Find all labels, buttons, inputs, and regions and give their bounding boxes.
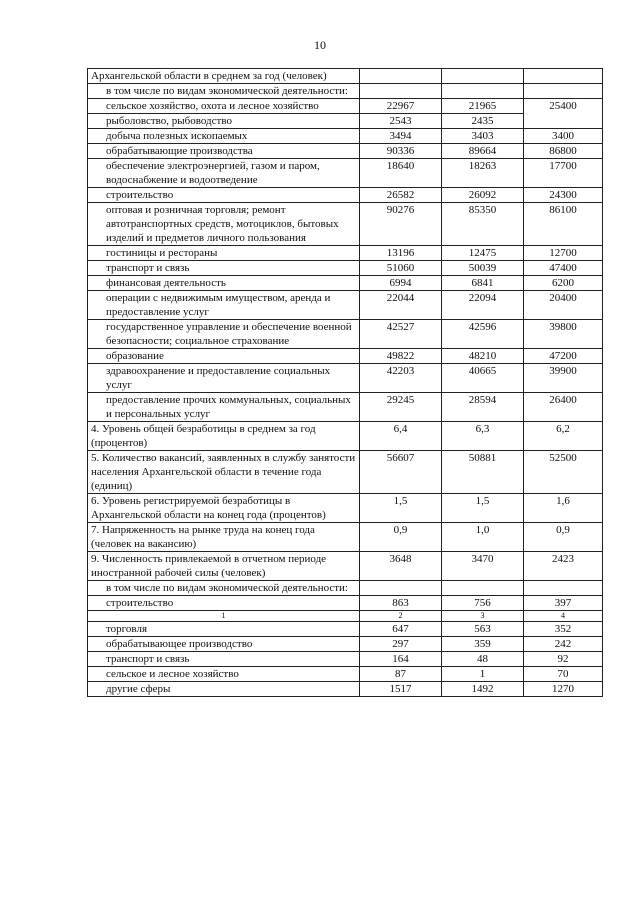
table-row <box>88 596 603 611</box>
cell-value: 24300 <box>524 188 603 203</box>
table-row <box>88 246 603 261</box>
cell-value: 52500 <box>524 451 603 494</box>
row-label: строительство <box>88 596 360 611</box>
row-label: гостиницы и рестораны <box>88 246 360 261</box>
row-label: 9. Численность привлекаемой в отчетном периоде иностранной рабочей силы (человек) <box>88 552 360 581</box>
row-label: обрабатывающее производство <box>88 637 360 652</box>
table-row <box>88 276 603 291</box>
cell-value: 12700 <box>524 246 603 261</box>
cell-value: 22967 <box>360 99 442 114</box>
cell-value: 242 <box>524 637 603 652</box>
cell-value: 22044 <box>360 291 442 320</box>
table-row <box>88 422 603 451</box>
table-row <box>88 69 603 84</box>
cell-value: 1,5 <box>360 494 442 523</box>
cell-value: 756 <box>442 596 524 611</box>
cell-value: 26400 <box>524 393 603 422</box>
cell-value: 0,9 <box>360 523 442 552</box>
cell-value: 3470 <box>442 552 524 581</box>
cell-value: 6994 <box>360 276 442 291</box>
row-label: здравоохранение и предоставление социальных услуг <box>88 364 360 393</box>
table-row <box>88 261 603 276</box>
cell-value <box>524 69 603 84</box>
table-row <box>88 637 603 652</box>
cell-value: 47200 <box>524 349 603 364</box>
table-row <box>88 451 603 494</box>
row-label: сельское хозяйство, охота и лесное хозяйство <box>88 99 360 114</box>
cell-value: 90336 <box>360 144 442 159</box>
row-label: Архангельской области в среднем за год (человек) <box>88 69 360 84</box>
merged-cell-value: 25400 <box>524 99 603 129</box>
table-row <box>88 159 603 188</box>
cell-value: 70 <box>524 667 603 682</box>
table-row <box>88 393 603 422</box>
cell-value: 1517 <box>360 682 442 697</box>
cell-value: 49822 <box>360 349 442 364</box>
cell-value: 48 <box>442 652 524 667</box>
table-row <box>88 188 603 203</box>
cell-value <box>442 69 524 84</box>
row-label: сельское и лесное хозяйство <box>88 667 360 682</box>
cell-value: 86100 <box>524 203 603 246</box>
cell-value: 1492 <box>442 682 524 697</box>
row-label: образование <box>88 349 360 364</box>
cell-value: 563 <box>442 622 524 637</box>
cell-value: 6,2 <box>524 422 603 451</box>
row-label: обеспечение электроэнергией, газом и паром, водоснабжение и водоотведение <box>88 159 360 188</box>
cell-value: 50881 <box>442 451 524 494</box>
cell-value: 863 <box>360 596 442 611</box>
cell-value: 26582 <box>360 188 442 203</box>
column-number-row <box>88 611 603 622</box>
cell-value: 48210 <box>442 349 524 364</box>
table-row <box>88 523 603 552</box>
cell-value: 297 <box>360 637 442 652</box>
table-row <box>88 552 603 581</box>
cell-value: 0,9 <box>524 523 603 552</box>
table-row <box>88 144 603 159</box>
statistics-table <box>87 68 603 697</box>
cell-value: 42203 <box>360 364 442 393</box>
cell-value: 397 <box>524 596 603 611</box>
table-row <box>88 203 603 246</box>
cell-value: 352 <box>524 622 603 637</box>
cell-value: 56607 <box>360 451 442 494</box>
table-row <box>88 320 603 349</box>
cell-value <box>360 69 442 84</box>
row-label: 4. Уровень общей безработицы в среднем за год (процентов) <box>88 422 360 451</box>
row-label: транспорт и связь <box>88 652 360 667</box>
cell-value: 39800 <box>524 320 603 349</box>
row-label: предоставление прочих коммунальных, социальных и персональных услуг <box>88 393 360 422</box>
row-label: 6. Уровень регистрируемой безработицы в Архангельской области на конец года (процентов) <box>88 494 360 523</box>
cell-value: 42596 <box>442 320 524 349</box>
row-label: 7. Напряженность на рынке труда на конец года (человек на вакансию) <box>88 523 360 552</box>
cell-value: 86800 <box>524 144 603 159</box>
cell-value: 2423 <box>524 552 603 581</box>
cell-value: 647 <box>360 622 442 637</box>
cell-value: 2435 <box>442 114 524 129</box>
cell-value: 359 <box>442 637 524 652</box>
table-row <box>88 84 603 99</box>
cell-value: 20400 <box>524 291 603 320</box>
column-number: 1 <box>88 611 360 622</box>
section-subheader: в том числе по видам экономической деятельности: <box>88 581 360 596</box>
cell-value: 18263 <box>442 159 524 188</box>
table-row <box>88 581 603 596</box>
table-row <box>88 682 603 697</box>
table-row <box>88 364 603 393</box>
table-row <box>88 652 603 667</box>
cell-value: 42527 <box>360 320 442 349</box>
cell-value: 164 <box>360 652 442 667</box>
table-row <box>88 99 603 114</box>
section-subheader: в том числе по видам экономической деятельности: <box>88 84 360 99</box>
cell-value: 40665 <box>442 364 524 393</box>
cell-value: 3648 <box>360 552 442 581</box>
cell-value: 22094 <box>442 291 524 320</box>
row-label: транспорт и связь <box>88 261 360 276</box>
cell-value: 1,0 <box>442 523 524 552</box>
cell-value: 50039 <box>442 261 524 276</box>
row-label: строительство <box>88 188 360 203</box>
table-row <box>88 349 603 364</box>
page-number: 10 <box>314 38 326 52</box>
cell-value: 85350 <box>442 203 524 246</box>
row-label: другие сферы <box>88 682 360 697</box>
table-row <box>88 129 603 144</box>
cell-value: 47400 <box>524 261 603 276</box>
cell-value: 1,6 <box>524 494 603 523</box>
cell-value: 18640 <box>360 159 442 188</box>
cell-value: 3400 <box>524 129 603 144</box>
column-number: 3 <box>442 611 524 622</box>
column-number: 4 <box>524 611 603 622</box>
cell-value: 3494 <box>360 129 442 144</box>
cell-value: 2543 <box>360 114 442 129</box>
cell-value: 6841 <box>442 276 524 291</box>
cell-value: 29245 <box>360 393 442 422</box>
row-label: финансовая деятельность <box>88 276 360 291</box>
cell-value: 28594 <box>442 393 524 422</box>
column-number: 2 <box>360 611 442 622</box>
cell-value: 26092 <box>442 188 524 203</box>
cell-value: 6,4 <box>360 422 442 451</box>
cell-value: 1,5 <box>442 494 524 523</box>
table-row <box>88 291 603 320</box>
row-label: операции с недвижимым имуществом, аренда и предоставление услуг <box>88 291 360 320</box>
cell-value: 17700 <box>524 159 603 188</box>
cell-value: 3403 <box>442 129 524 144</box>
cell-value: 39900 <box>524 364 603 393</box>
row-label: торговля <box>88 622 360 637</box>
row-label: 5. Количество вакансий, заявленных в службу занятости населения Архангельской области в течение года (единиц) <box>88 451 360 494</box>
cell-value: 1270 <box>524 682 603 697</box>
row-label: государственное управление и обеспечение военной безопасности; социальное страхование <box>88 320 360 349</box>
table-row <box>88 622 603 637</box>
cell-value: 21965 <box>442 99 524 114</box>
row-label: добыча полезных ископаемых <box>88 129 360 144</box>
cell-value: 90276 <box>360 203 442 246</box>
table-row <box>88 667 603 682</box>
row-label: рыболовство, рыбоводство <box>88 114 360 129</box>
cell-value: 92 <box>524 652 603 667</box>
cell-value: 6200 <box>524 276 603 291</box>
cell-value: 6,3 <box>442 422 524 451</box>
cell-value: 1 <box>442 667 524 682</box>
cell-value: 89664 <box>442 144 524 159</box>
table-row <box>88 494 603 523</box>
cell-value: 12475 <box>442 246 524 261</box>
cell-value: 87 <box>360 667 442 682</box>
row-label: обрабатывающие производства <box>88 144 360 159</box>
cell-value: 13196 <box>360 246 442 261</box>
row-label: оптовая и розничная торговля; ремонт автотранспортных средств, мотоциклов, бытовых изделий и предметов личного пользования <box>88 203 360 246</box>
cell-value: 51060 <box>360 261 442 276</box>
